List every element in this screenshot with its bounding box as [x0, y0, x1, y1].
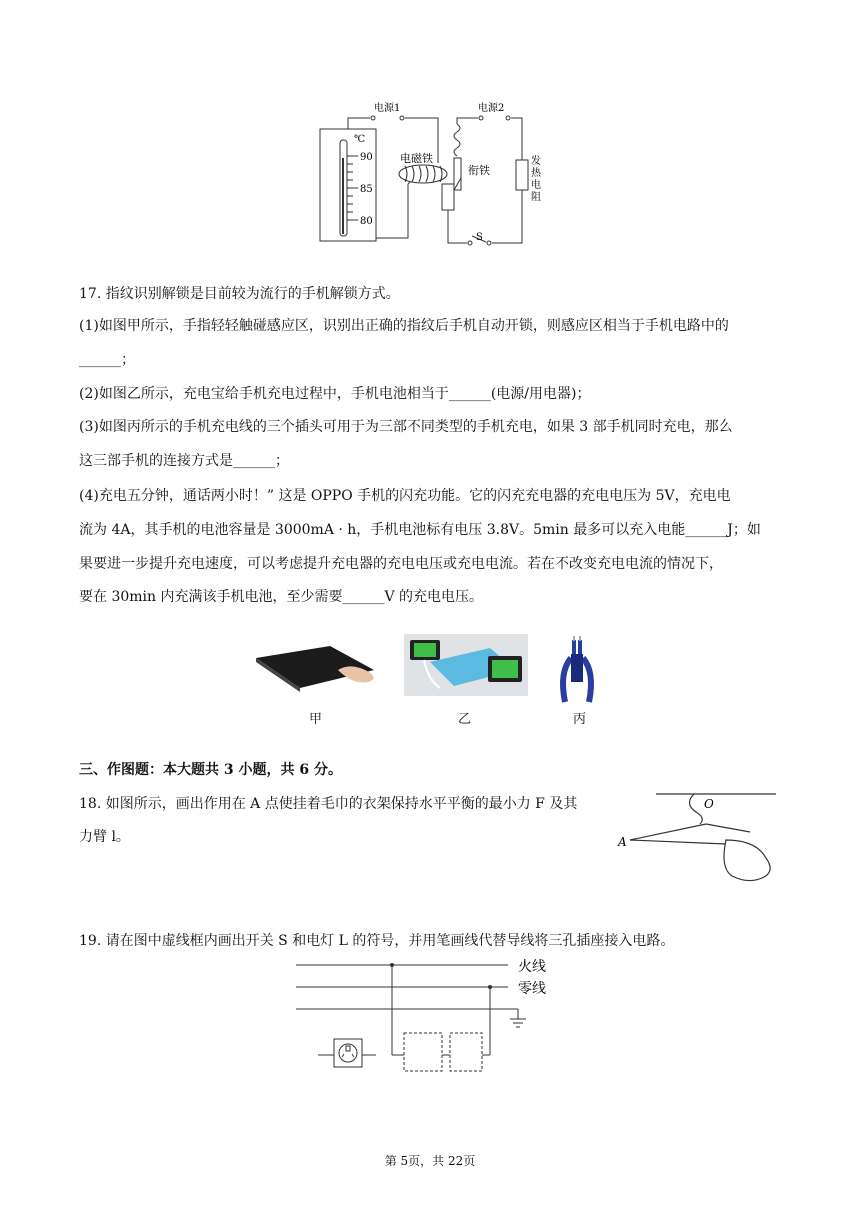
point-a-label: A [618, 835, 627, 849]
temp-80: 80 [360, 216, 373, 227]
heater-label-3: 电 [531, 180, 541, 191]
power-bank-image [404, 634, 528, 696]
heater-label-2: 热 [531, 168, 541, 179]
hanger-figure-q18 [616, 788, 782, 892]
neutral-wire-label: 零线 [518, 981, 546, 997]
q18-line1: 18. 如图所示，画出作用在 A 点使挂着毛巾的衣架保持水平平衡的最小力 F 及其 [79, 796, 578, 812]
power1-label: 电源1 [374, 103, 401, 114]
caption-jia: 甲 [309, 712, 323, 727]
q17-part4c: 果要进一步提升充电速度，可以考虑提升充电器的充电电压或充电电流。若在不改变充电电流的情况下， [79, 556, 723, 572]
armature-label: 衔铁 [468, 164, 490, 177]
electromagnet-label: 电磁铁 [400, 152, 433, 165]
switch-label: S [476, 232, 483, 243]
celsius-label: ℃ [354, 134, 366, 145]
temp-85: 85 [360, 184, 373, 195]
temp-90: 90 [360, 152, 373, 163]
q17-part4a: (4)充电五分钟，通话两小时！” 这是 OPPO 手机的闪充功能。它的闪充充电器的充电电压为 5V，充电电 [79, 488, 731, 504]
q17-part4b: 流为 4A，其手机的电池容量是 3000mA · h，手机电池标有电压 3.8V。5min 最多可以充入电能______J；如 [79, 522, 761, 538]
phone-fingerprint-image [252, 636, 380, 702]
q17-part1b: ______； [79, 352, 135, 368]
power2-label: 电源2 [478, 103, 505, 114]
q19-line1: 19. 请在图中虚线框内画出开关 S 和电灯 L 的符号，并用笔画线代替导线将三孔插座接入电路。 [79, 933, 675, 949]
caption-yi: 乙 [458, 712, 472, 727]
q17-part3a: (3)如图丙所示的手机充电线的三个插头可用于为三部不同类型的手机充电，如果 3 部手机同时充电，那么 [79, 419, 733, 435]
q17-stem: 17. 指纹识别解锁是目前较为流行的手机解锁方式。 [79, 286, 400, 302]
q17-part3b: 这三部手机的连接方式是______； [79, 453, 289, 469]
charging-cable-image [545, 636, 615, 704]
heater-label-1: 发 [531, 156, 541, 167]
q17-part1a: (1)如图甲所示，手指轻轻触碰感应区，识别出正确的指纹后手机自动开锁，则感应区相当于手机电路中的 [79, 318, 729, 334]
heater-label-4: 阻 [531, 192, 541, 203]
section-heading: 三、作图题：本大题共 3 小题，共 6 分。 [79, 762, 342, 778]
q18-line2: 力臂 l。 [79, 829, 130, 845]
point-o-label: O [704, 797, 714, 811]
live-wire-label: 火线 [518, 959, 546, 975]
wiring-figure-q19 [296, 953, 568, 1075]
page-footer: 第 5页，共 22页 [384, 1154, 476, 1168]
circuit-diagram-q16 [310, 98, 550, 248]
q17-part4d: 要在 30min 内充满该手机电池，至少需要______V 的充电电压。 [79, 589, 484, 605]
q17-part2: (2)如图乙所示，充电宝给手机充电过程中，手机电池相当于______(电源/用电器)； [79, 386, 591, 402]
caption-bing: 丙 [573, 712, 587, 727]
